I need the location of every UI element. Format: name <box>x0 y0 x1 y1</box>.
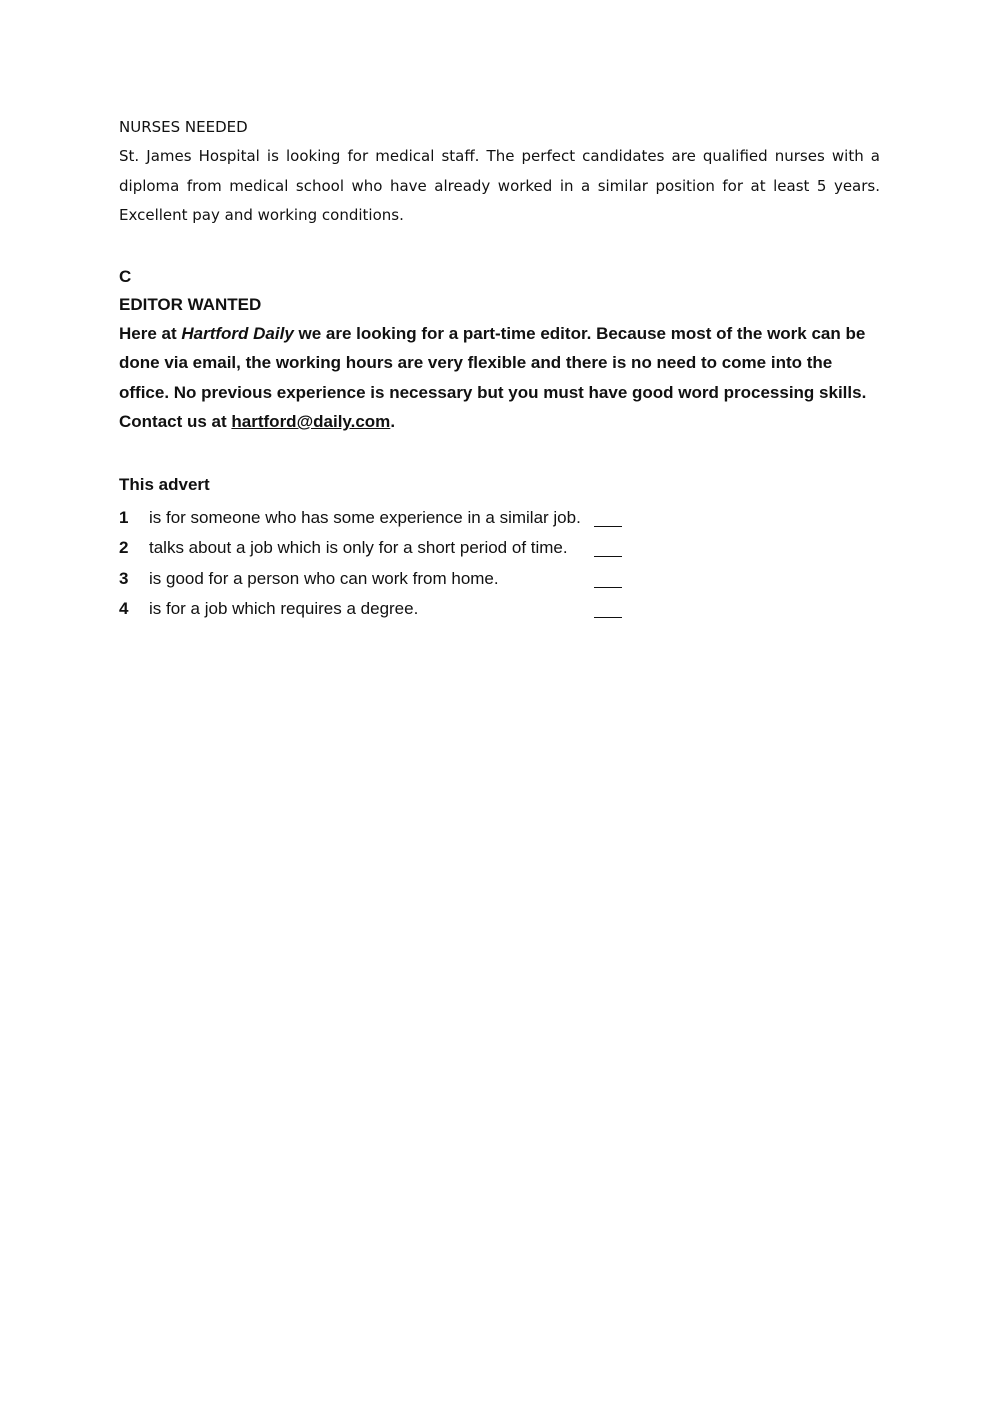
question-number: 3 <box>119 568 129 588</box>
advert-c <box>119 265 880 437</box>
answer-blank[interactable] <box>594 616 622 618</box>
advert-b-body: St. James Hospital is looking for medical staff. The perfect candidates are qualified nurses with a diploma from medical school who have already worked in a similar position for at least 5 years. Excellent pay and working conditions. <box>119 147 880 224</box>
answer-blank[interactable] <box>594 555 622 557</box>
advert-c-body-text: Here at <box>119 323 182 343</box>
advert-c-body-text: we are looking for a part-time editor. Because most of the work can be done via email, the working hours are very flexible and there is no need to come into the office. No previous experience is necessary but you must have good word processing skills. Contact us at <box>119 323 867 431</box>
answer-blank[interactable] <box>594 525 622 527</box>
question-number: 4 <box>119 599 129 618</box>
question-text: is good for a person who can work from home. <box>149 568 499 588</box>
question-item <box>119 564 880 595</box>
advert-c-body-end: . <box>390 412 396 431</box>
questions-intro: This advert <box>119 474 210 494</box>
question-text: talks about a job which is only for a short period of time. <box>149 538 568 557</box>
question-number: 2 <box>119 538 129 557</box>
question-text: is for a job which requires a degree. <box>149 599 419 618</box>
question-item <box>119 533 880 564</box>
contact-email: hartford@daily.com <box>231 412 391 431</box>
question-item <box>119 594 880 625</box>
question-item <box>119 503 880 534</box>
advert-c-body <box>119 319 880 437</box>
question-text: is for someone who has some experience in a similar job. <box>149 507 581 527</box>
advert-c-heading: EDITOR WANTED <box>119 294 262 314</box>
advert-c-letter: C <box>119 266 132 286</box>
advert-b-heading: NURSES NEEDED <box>119 118 248 136</box>
publication-name: Hartford Daily <box>181 323 294 343</box>
advert-b <box>119 114 880 231</box>
document-page <box>119 114 880 625</box>
question-list <box>119 503 880 625</box>
answer-blank[interactable] <box>594 586 622 588</box>
question-number: 1 <box>119 507 129 527</box>
questions <box>119 473 880 625</box>
